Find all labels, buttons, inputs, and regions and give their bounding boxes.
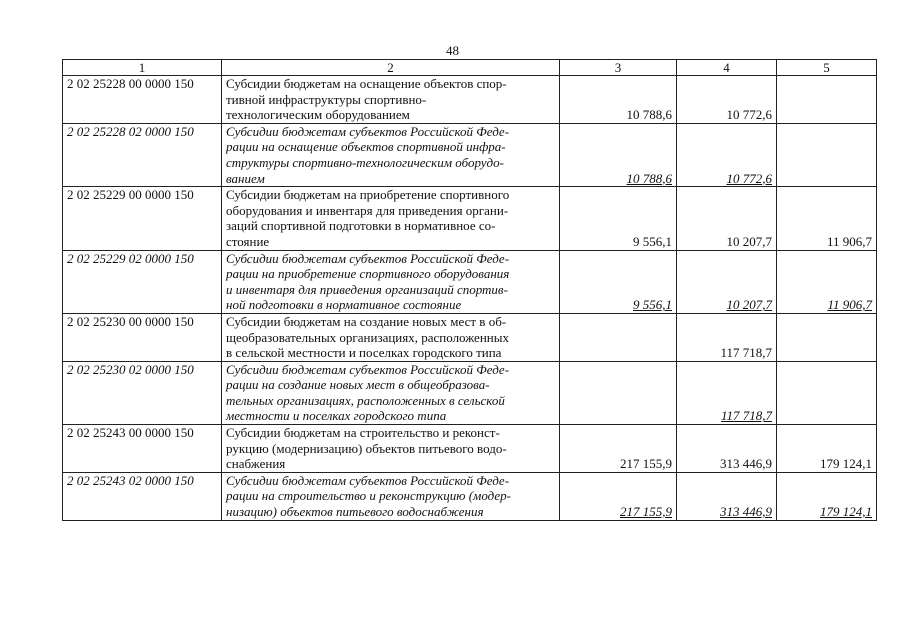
value-text: 117 718,7 xyxy=(720,345,772,361)
column-header: 4 xyxy=(677,60,777,76)
row-value-c4 xyxy=(677,250,777,313)
value-text: 9 556,1 xyxy=(633,297,672,313)
row-name-line: технологическим оборудованием xyxy=(226,107,410,123)
value-text: 11 906,7 xyxy=(826,233,872,249)
row-value-c3 xyxy=(560,472,677,520)
row-value-c5 xyxy=(777,425,877,473)
table-row xyxy=(63,425,877,473)
row-name xyxy=(222,361,560,424)
row-name-line: щеобразовательных организациях, расположенных xyxy=(226,329,509,345)
row-name-line: тельных организациях, расположенных в сельской xyxy=(226,392,505,408)
row-name-line: Субсидии бюджетам на создание новых мест в об- xyxy=(226,313,507,329)
row-value-c5 xyxy=(777,76,877,124)
row-name-line: и инвентаря для приведения организаций спортив- xyxy=(226,281,508,297)
row-name xyxy=(222,250,560,313)
row-value-c3 xyxy=(560,425,677,473)
row-name-line: рукцию (модернизацию) объектов питьевого водо- xyxy=(226,440,507,456)
row-value-c3 xyxy=(560,187,677,250)
table-row xyxy=(63,361,877,424)
row-value-c5 xyxy=(777,250,877,313)
row-code: 2 02 25243 02 0000 150 xyxy=(63,472,222,520)
row-value-c3 xyxy=(560,123,677,186)
column-header: 2 xyxy=(222,60,560,76)
row-name-line: Субсидии бюджетам субъектов Российской Феде- xyxy=(226,472,510,488)
value-text: 9 556,1 xyxy=(633,233,672,249)
row-name-line: Субсидии бюджетам на строительство и реконст- xyxy=(226,425,500,441)
row-name-line: в сельской местности и поселках городского типа xyxy=(226,345,502,361)
row-name-line: Субсидии бюджетам субъектов Российской Феде- xyxy=(226,250,510,266)
row-name-line: рации на строительство и реконструкцию (модер- xyxy=(226,488,512,504)
row-name xyxy=(222,187,560,250)
row-name-line: ной подготовки в нормативное состояние xyxy=(226,297,462,313)
row-value-c4 xyxy=(677,123,777,186)
value-text: 10 207,7 xyxy=(726,297,772,313)
row-name-line: оборудования и инвентаря для приведения органи- xyxy=(226,202,509,218)
row-value-c4 xyxy=(677,187,777,250)
row-code: 2 02 25230 00 0000 150 xyxy=(63,313,222,361)
row-name-line: Субсидии бюджетам на оснащение объектов спор- xyxy=(226,76,507,91)
row-name-line: Субсидии бюджетам субъектов Российской Феде- xyxy=(226,361,510,377)
row-code: 2 02 25228 02 0000 150 xyxy=(63,123,222,186)
row-value-c3 xyxy=(560,313,677,361)
row-value-c5 xyxy=(777,313,877,361)
row-value-c5 xyxy=(777,123,877,186)
column-header: 3 xyxy=(560,60,677,76)
row-value-c4 xyxy=(677,313,777,361)
row-code: 2 02 25230 02 0000 150 xyxy=(63,361,222,424)
value-text: 10 207,7 xyxy=(726,233,772,249)
row-name-line: Субсидии бюджетам субъектов Российской Феде- xyxy=(226,123,510,139)
row-name-line: Субсидии бюджетам на приобретение спортивного xyxy=(226,187,510,203)
table-row xyxy=(63,472,877,520)
column-header: 5 xyxy=(777,60,877,76)
value-text: 313 446,9 xyxy=(720,504,772,520)
row-name-line: тивной инфраструктуры спортивно- xyxy=(226,91,427,107)
row-code: 2 02 25229 02 0000 150 xyxy=(63,250,222,313)
value-text: 179 124,1 xyxy=(820,456,872,472)
table-row xyxy=(63,123,877,186)
row-name-line: рации на создание новых мест в общеобразова- xyxy=(226,377,490,393)
row-name-line: рации на оснащение объектов спортивной инфра- xyxy=(226,139,506,155)
table-row xyxy=(63,187,877,250)
row-value-c5 xyxy=(777,187,877,250)
value-text: 10 772,6 xyxy=(726,107,772,123)
row-name-line: рации на приобретение спортивного оборудования xyxy=(226,266,510,282)
row-value-c4 xyxy=(677,76,777,124)
row-name-line: снабжения xyxy=(226,456,286,472)
page-number: 48 xyxy=(446,43,459,58)
value-text: 117 718,7 xyxy=(720,408,772,424)
row-name-line: низацию) объектов питьевого водоснабжения xyxy=(226,504,484,520)
header-row xyxy=(63,60,877,76)
value-text: 10 772,6 xyxy=(726,170,772,186)
value-text: 217 155,9 xyxy=(620,504,672,520)
value-text: 313 446,9 xyxy=(720,456,772,472)
budget-table xyxy=(62,59,877,521)
row-value-c4 xyxy=(677,425,777,473)
row-name-line: стояние xyxy=(226,233,270,249)
row-name-line: местности и поселках городского типа xyxy=(226,408,447,424)
column-header: 1 xyxy=(63,60,222,76)
table-row xyxy=(63,313,877,361)
row-value-c3 xyxy=(560,361,677,424)
row-name-line: заций спортивной подготовки в нормативное со- xyxy=(226,218,496,234)
table-row xyxy=(63,250,877,313)
value-text: 11 906,7 xyxy=(827,297,872,313)
row-name-line: ванием xyxy=(226,170,265,186)
value-text: 217 155,9 xyxy=(620,456,672,472)
row-value-c3 xyxy=(560,76,677,124)
row-name-line: структуры спортивно-технологическим оборудо- xyxy=(226,154,504,170)
row-code: 2 02 25243 00 0000 150 xyxy=(63,425,222,473)
value-text: 179 124,1 xyxy=(820,504,872,520)
table-row xyxy=(63,76,877,124)
row-name xyxy=(222,76,560,124)
row-value-c5 xyxy=(777,361,877,424)
row-value-c5 xyxy=(777,472,877,520)
row-value-c4 xyxy=(677,472,777,520)
row-name xyxy=(222,472,560,520)
row-code: 2 02 25229 00 0000 150 xyxy=(63,187,222,250)
row-code: 2 02 25228 00 0000 150 xyxy=(63,76,222,124)
row-name xyxy=(222,123,560,186)
row-value-c4 xyxy=(677,361,777,424)
value-text: 10 788,6 xyxy=(626,170,672,186)
row-name xyxy=(222,313,560,361)
row-name xyxy=(222,425,560,473)
value-text: 10 788,6 xyxy=(626,107,672,123)
row-value-c3 xyxy=(560,250,677,313)
